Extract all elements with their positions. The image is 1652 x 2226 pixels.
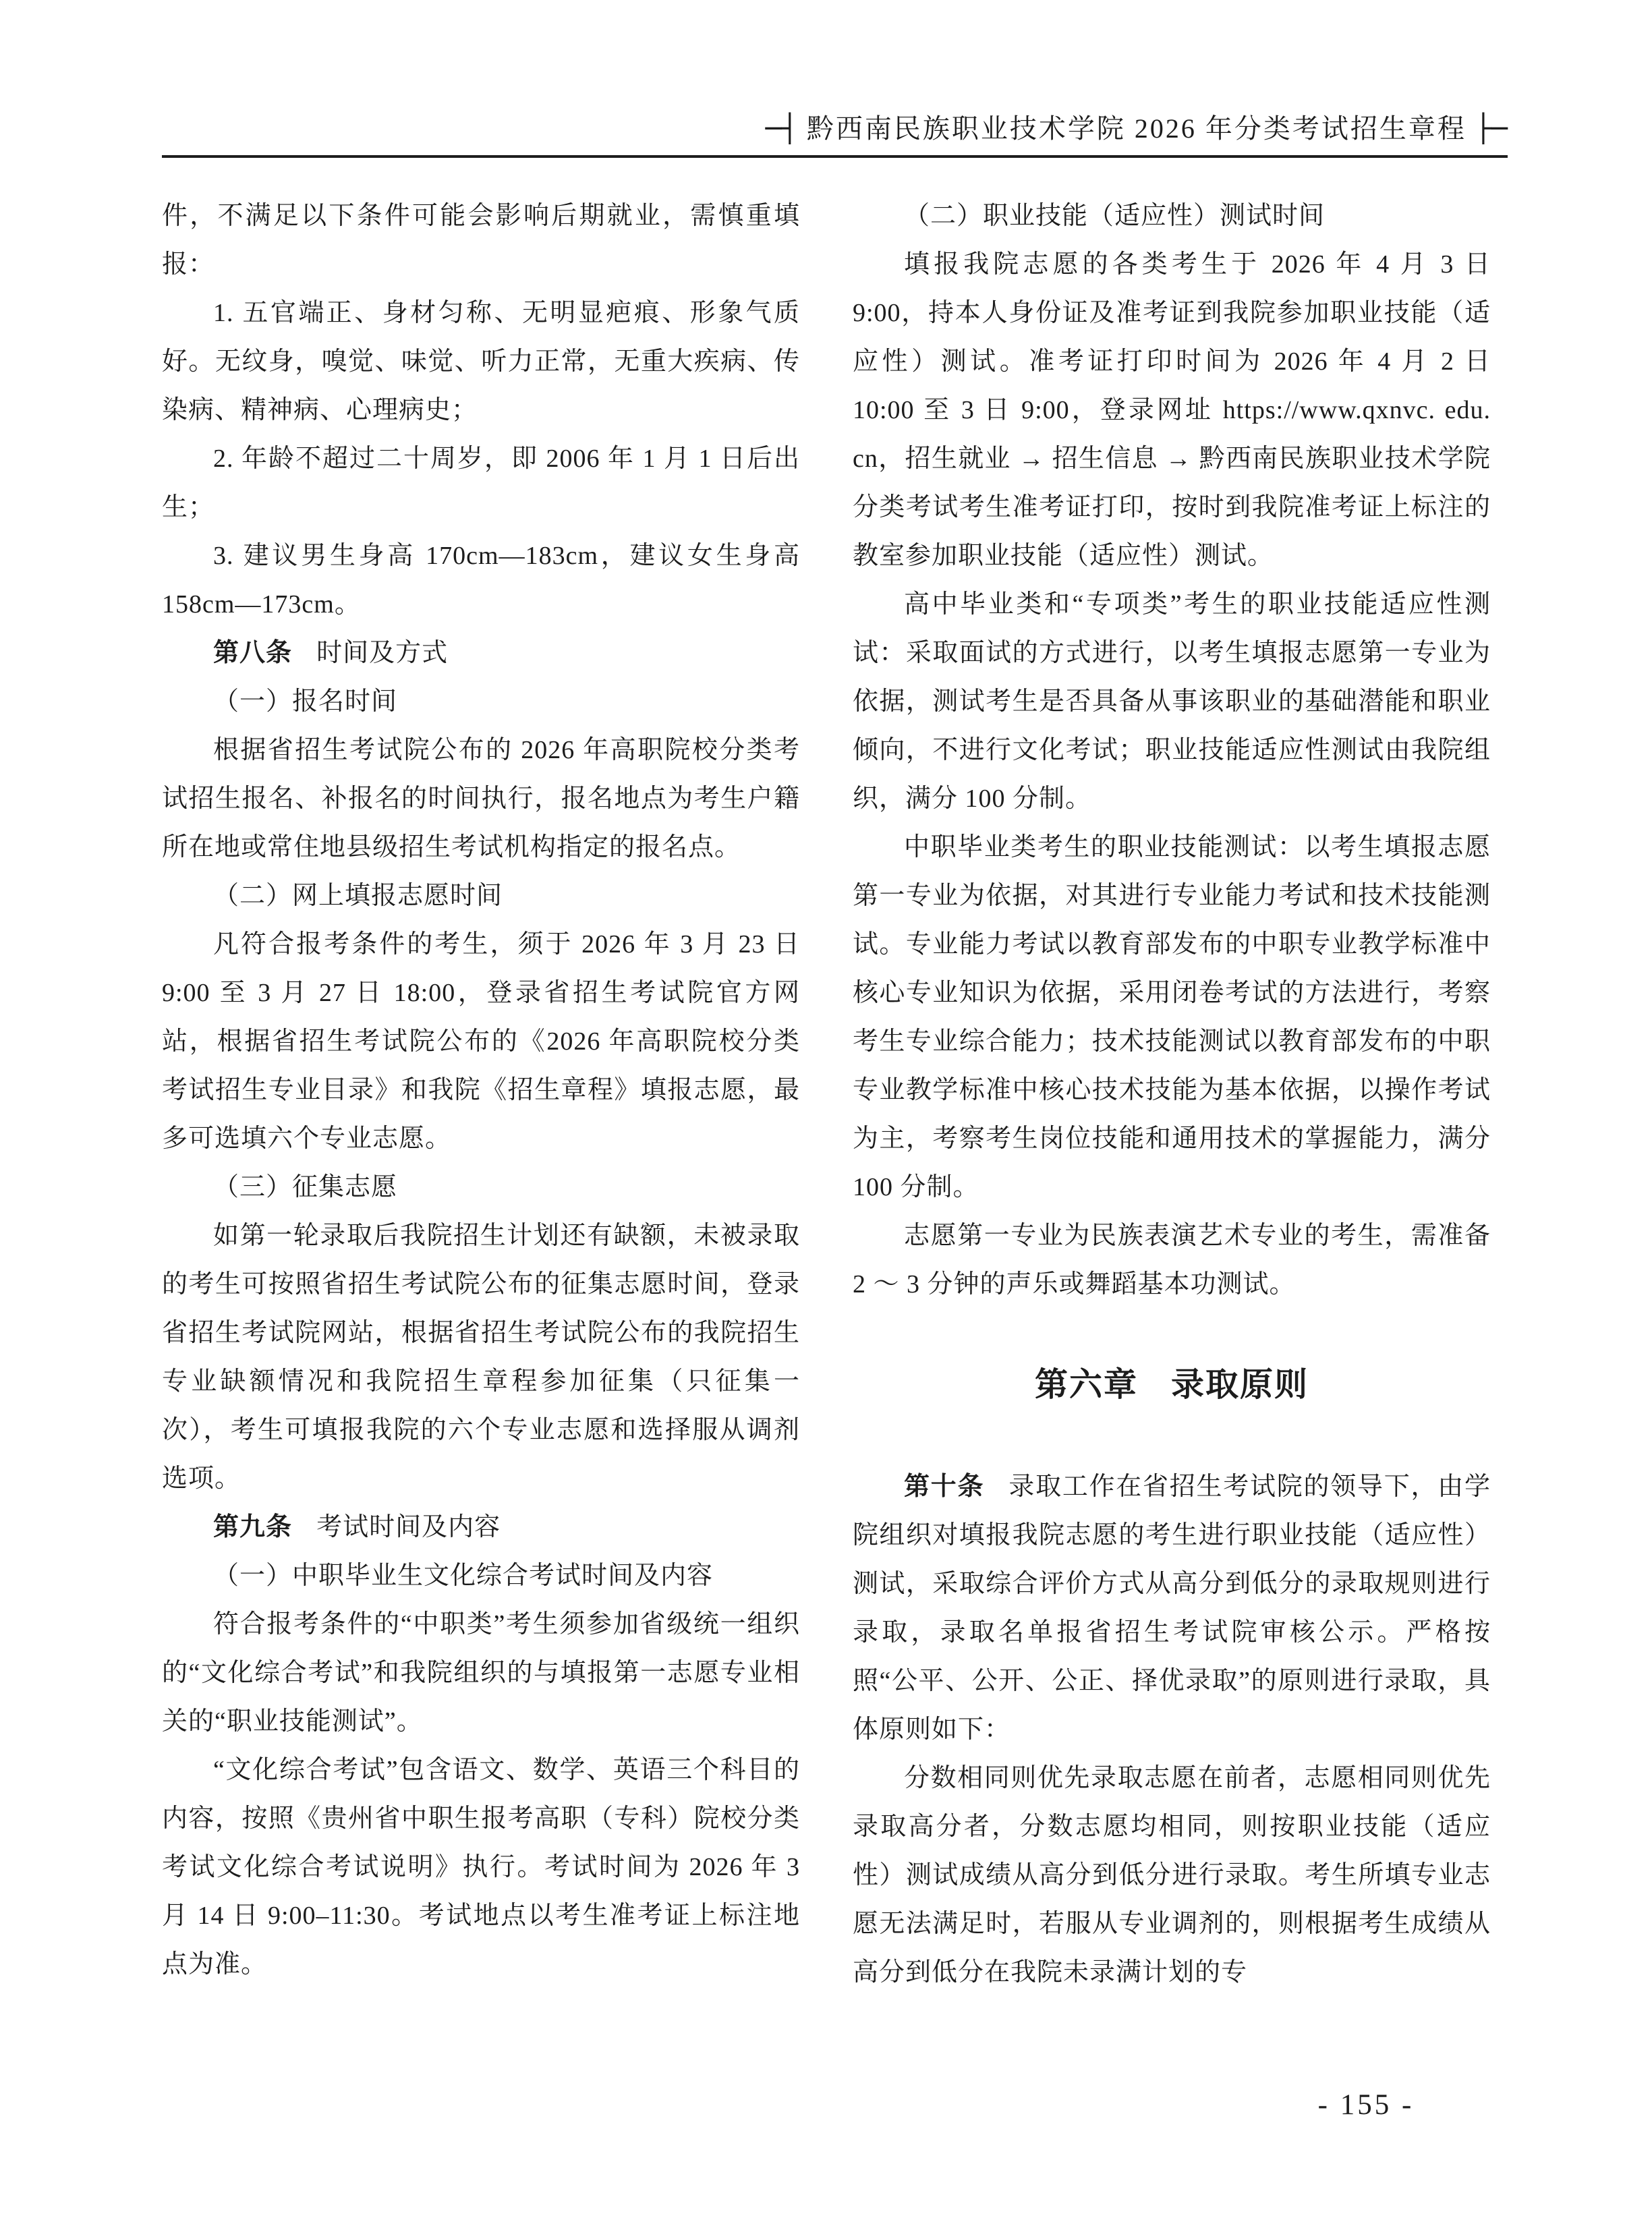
bold-label: 第九条 [213,1513,293,1541]
text-run: 时间及方式 [316,639,449,667]
running-header [162,0,1508,158]
bold-label: 第八条 [213,639,293,667]
paragraph [853,240,1491,580]
paragraph [162,1211,800,1503]
text-run: “文化综合考试”包含语文、数学、英语三个科目的内容，按照《贵州省中职生报考高职（专科）院校分类考试文化综合考试说明》执行。考试时间为 2026 年 3 月 14 日 9:00–11:30。考试地点以考生准考证上标注地点为准。 [162,1756,800,1978]
paragraph [162,1163,800,1211]
text-run: 录取原则 [1171,1367,1309,1403]
text-run: 录取工作在省招生考试院的领导下，由学院组织对填报我院志愿的考生进行职业技能（适应性）测试，采取综合评价方式从高分到低分的录取规则进行录取，录取名单报省招生考试院审核公示。严格按照“公平、公开、公正、择优录取”的原则进行录取，具体原则如下： [853,1473,1491,1744]
text-run: （三）征集志愿 [213,1173,398,1201]
text-run: 2. 年龄不超过二十周岁，即 2006 年 1 月 1 日后出生； [162,445,800,521]
paragraph [162,677,800,726]
paragraph [162,1551,800,1600]
text-run: 件，不满足以下条件可能会影响后期就业，需慎重填报： [162,202,800,279]
paragraph [162,532,800,629]
paragraph [162,434,800,532]
text-run: 志愿第一专业为民族表演艺术专业的考生，需准备 2 ～ 3 分钟的声乐或舞蹈基本功测试。 [853,1222,1491,1298]
text-run: 符合报考条件的“中职类”考生须参加省级统一组织的“文化综合考试”和我院组织的与填报第一志愿专业相关的“职业技能测试”。 [162,1610,800,1736]
text-run: 填报我院志愿的各类考生于 2026 年 4 月 3 日 9:00，持本人身份证及准考证到我院参加职业技能（适应性）测试。准考证打印时间为 2026 年 4 月 2 日 10:00 至 3 日 9:00，登录网址 https://www.qxnvc. edu. cn，招生就业 → 招生信息 → 黔西南民族职业技术学院分类考试考生准考证打印，按时到我院准考证上标注的教室参加职业技能（适应性）测试。 [853,250,1491,570]
text-run: 根据省招生考试院公布的 2026 年高职院校分类考试招生报名、补报名的时间执行，报名地点为考生户籍所在地或常住地县级招生考试机构指定的报名点。 [162,736,800,861]
left-column [162,192,800,1997]
article-paragraph [162,629,800,677]
text-run: （二）职业技能（适应性）测试时间 [904,202,1326,230]
bold-label: 第十条 [904,1473,985,1501]
paragraph [853,823,1491,1211]
paragraph [162,1600,800,1746]
article-paragraph [162,1503,800,1551]
bold-label: 第六章 [1034,1367,1138,1403]
header-right-tick: ├─ [1475,113,1508,144]
text-run: 考试时间及内容 [316,1513,501,1541]
text-run: 3. 建议男生身高 170cm—183cm，建议女生身高 158cm—173cm。 [162,542,800,619]
text-run: 高中毕业类和“专项类”考生的职业技能适应性测试：采取面试的方式进行，以考生填报志愿第一专业为依据，测试考生是否具备从事该职业的基础潜能和职业倾向，不进行文化考试；职业技能适应性测试由我院组织，满分 100 分制。 [853,590,1491,813]
page-number: - 155 - [1317,2089,1415,2121]
article-paragraph [853,1462,1491,1754]
header-left-tick: ─┤ [765,113,798,144]
text-run: 分数相同则优先录取志愿在前者，志愿相同则优先录取高分者，分数志愿均相同，则按职业技能（适应性）测试成绩从高分到低分进行录取。考生所填专业志愿无法满足时，若服从专业调剂的，则根据考生成绩从高分到低分在我院未录满计划的专 [853,1764,1491,1987]
paragraph [853,192,1491,240]
paragraph [853,1754,1491,1997]
text-run: 如第一轮录取后我院招生计划还有缺额，未被录取的考生可按照省招生考试院公布的征集志愿时间，登录省招生考试院网站，根据省招生考试院公布的我院招生专业缺额情况和我院招生章程参加征集（只征集一次），考生可填报我院的六个专业志愿和选择服从调剂选项。 [162,1222,800,1493]
right-column [853,192,1491,1997]
text-run: （二）网上填报志愿时间 [213,882,503,910]
paragraph [162,1746,800,1989]
paragraph [162,920,800,1163]
header-title: 黔西南民族职业技术学院 2026 年分类考试招生章程 [806,113,1466,144]
text-run: 1. 五官端正、身材匀称、无明显疤痕、形象气质好。无纹身，嗅觉、味觉、听力正常，无重大疾病、传染病、精神病、心理病史； [162,299,800,424]
chapter-heading [853,1365,1491,1404]
paragraph [162,872,800,920]
paragraph [853,580,1491,823]
text-run: 凡符合报考条件的考生，须于 2026 年 3 月 23 日 9:00 至 3 月 27 日 18:00，登录省招生考试院官方网站，根据省招生考试院公布的《2026 年高职院校分类考试招生专业目录》和我院《招生章程》填报志愿，最多可选填六个专业志愿。 [162,930,800,1153]
text-run: 中职毕业类考生的职业技能测试：以考生填报志愿第一专业为依据，对其进行专业能力考试和技术技能测试。专业能力考试以教育部发布的中职专业教学标准中核心专业知识为依据，采用闭卷考试的方法进行，考察考生专业综合能力；技术技能测试以教育部发布的中职专业教学标准中核心技术技能为基本依据，以操作考试为主，考察考生岗位技能和通用技术的掌握能力，满分 100 分制。 [853,833,1491,1201]
text-run: （一）中职毕业生文化综合考试时间及内容 [213,1562,714,1590]
paragraph [853,1211,1491,1309]
paragraph [162,726,800,872]
text-run: （一）报名时间 [213,687,398,716]
paragraph [162,289,800,434]
paragraph [162,192,800,289]
body-columns [162,192,1491,1997]
